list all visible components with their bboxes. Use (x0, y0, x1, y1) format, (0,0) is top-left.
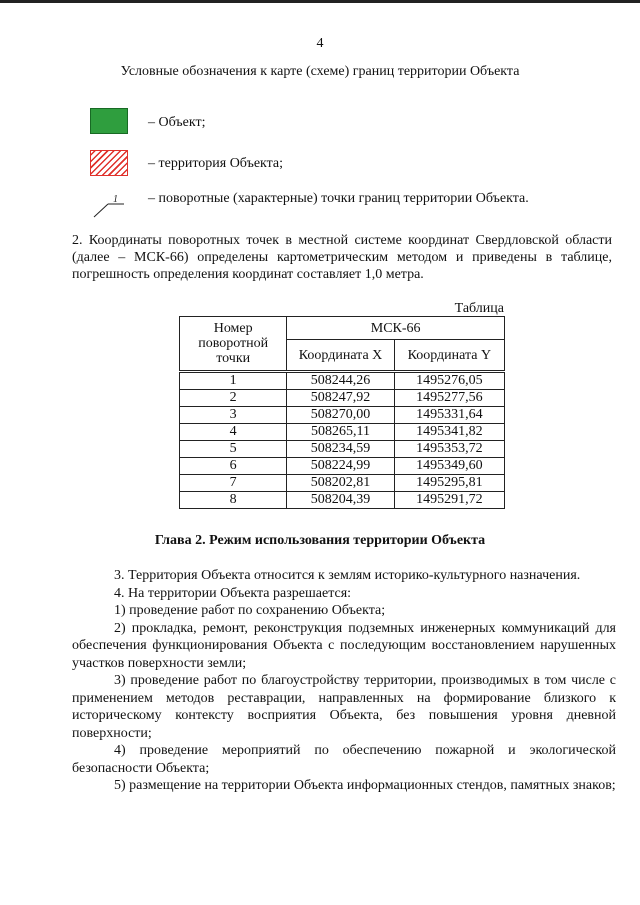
header-point-number: Номер поворотной точки (180, 317, 287, 372)
point-number-cell: 2 (180, 390, 287, 407)
table-row (180, 441, 505, 458)
coordinate-y-cell: 1495353,72 (394, 441, 504, 458)
legend-item-territory: – территория Объекта; (148, 156, 284, 171)
body-paragraph: 4. На территории Объекта разрешается: (114, 585, 352, 601)
body-paragraph: 3. Территория Объекта относится к землям историко-культурного назначения. (114, 568, 581, 583)
green-fill-swatch-icon (90, 108, 128, 134)
coordinates-table (179, 316, 505, 509)
point-number-cell: 5 (180, 441, 287, 458)
scan-top-border (0, 0, 640, 3)
body-paragraph: 2) прокладка, ремонт, реконструкция подземных инженерных коммуникаций для обеспечения функционирования Объекта с последующим восстановлением нарушенных участков поверхности земли; (72, 620, 616, 671)
coordinate-y-cell: 1495341,82 (394, 424, 504, 441)
coordinate-y-cell: 1495295,81 (394, 475, 504, 492)
point-number-cell: 4 (180, 424, 287, 441)
header-coordinate-x: Координата X (287, 340, 394, 372)
coordinate-y-cell: 1495331,64 (394, 407, 504, 424)
body-paragraph: 3) проведение работ по благоустройству территории, производимых в том числе с применением методов реставрации, направленных на формирование близкого к историческому контексту восприятия Объекта, без повышения уровня дневной поверхности; (72, 673, 616, 741)
coordinate-x-cell: 508270,00 (287, 407, 394, 424)
legend-item-object: – Объект; (148, 115, 206, 130)
page-number: 4 (316, 36, 324, 51)
legend-title: Условные обозначения к карте (схеме) границ территории Объекта (120, 64, 520, 79)
table-row (180, 372, 505, 390)
table-row (180, 458, 505, 475)
coordinate-x-cell: 508202,81 (287, 475, 394, 492)
point-number-cell: 8 (180, 492, 287, 509)
table-row (180, 492, 505, 509)
coordinate-x-cell: 508265,11 (287, 424, 394, 441)
coordinate-y-cell: 1495277,56 (394, 390, 504, 407)
red-hatch-swatch-icon (90, 150, 128, 176)
legend-item-turning-points: – поворотные (характерные) точки границ территории Объекта. (148, 191, 529, 206)
table-row (180, 390, 505, 407)
header-coordinate-system: МСК-66 (287, 317, 505, 340)
table-row (180, 424, 505, 441)
table-caption: Таблица (454, 301, 504, 316)
table-row (180, 407, 505, 424)
coordinate-x-cell: 508247,92 (287, 390, 394, 407)
coordinate-y-cell: 1495291,72 (394, 492, 504, 509)
point-number-cell: 3 (180, 407, 287, 424)
body-text (72, 567, 616, 795)
turning-point-label: 1 (113, 194, 118, 205)
paragraph-coordinates: 2. Координаты поворотных точек в местной системе координат Свердловской области (далее – МСК-66) определены картометрическим методом и приведены в таблице, погрешность определения координат составляет 1,0 метра. (72, 233, 612, 282)
body-paragraph: 5) размещение на территории Объекта информационных стендов, памятных знаков; (114, 778, 616, 793)
coordinate-x-cell: 508204,39 (287, 492, 394, 509)
turning-point-icon (90, 193, 130, 221)
point-number-cell: 6 (180, 458, 287, 475)
table-row (180, 475, 505, 492)
point-number-cell: 1 (180, 372, 287, 390)
coordinate-y-cell: 1495276,05 (394, 372, 504, 390)
body-paragraph: 1) проведение работ по сохранению Объекта; (114, 603, 386, 618)
coordinate-x-cell: 508224,99 (287, 458, 394, 475)
point-number-cell: 7 (180, 475, 287, 492)
chapter-title: Глава 2. Режим использования территории Объекта (154, 533, 486, 548)
header-coordinate-y: Координата Y (394, 340, 504, 372)
body-paragraph: 4) проведение мероприятий по обеспечению пожарной и экологической безопасности Объекта; (72, 743, 616, 776)
coordinate-x-cell: 508234,59 (287, 441, 394, 458)
coordinate-x-cell: 508244,26 (287, 372, 394, 390)
coordinates-table-body (180, 372, 505, 509)
coordinate-y-cell: 1495349,60 (394, 458, 504, 475)
